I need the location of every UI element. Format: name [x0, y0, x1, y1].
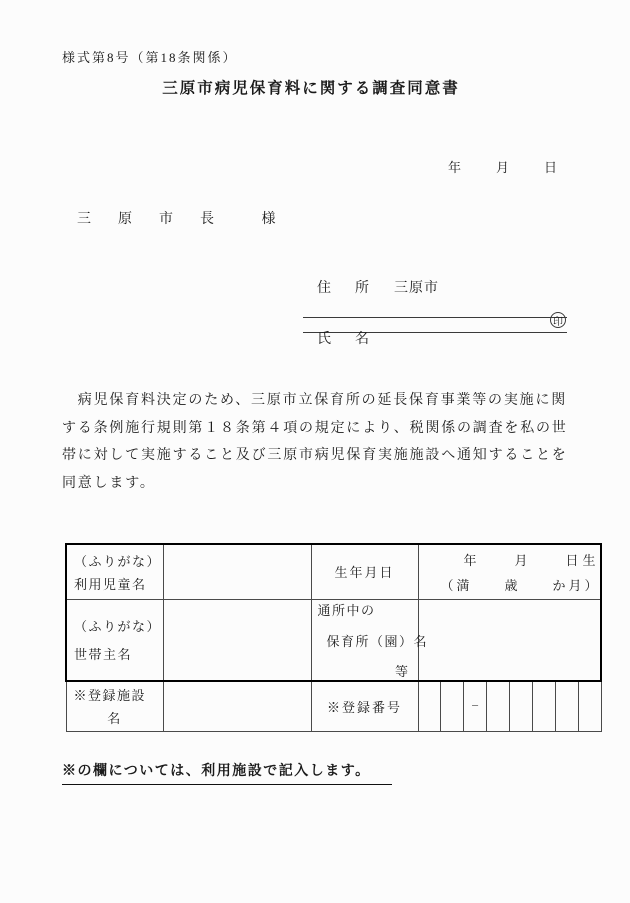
page-title: 三原市病児保育料に関する調査同意書 [162, 80, 460, 97]
householder-label: 世帯主名 [74, 647, 133, 662]
body-line: 病児保育料決定のため、三原市立保育所の延長保育事業等の実施に関 [62, 393, 568, 408]
registration-number-label: ※登録番号 [326, 699, 402, 715]
addressee: 三 原 市 長 様 [77, 212, 282, 227]
address-line [303, 261, 567, 318]
footer-note: ※の欄については、利用施設で記入します。 [62, 760, 392, 785]
householder-input-cell [163, 599, 311, 681]
date-placeholder: 年 月 日 [448, 160, 561, 175]
facility-input-cell [418, 599, 601, 681]
registered-facility-input-cell [163, 681, 311, 732]
registered-facility-header-cell [66, 681, 163, 732]
child-name-input-cell [163, 544, 311, 599]
facility-header-cell [311, 599, 429, 681]
facility-label-line1: 通所中の [317, 602, 376, 618]
registration-number-cell [418, 681, 441, 732]
birthdate-input-cell [418, 544, 601, 599]
registration-number-cell [555, 681, 578, 732]
seal-character: 印 [553, 316, 563, 328]
birthdate-header-cell [311, 544, 418, 599]
child-name-label: 利用児童名 [74, 576, 147, 592]
furigana-label: （ふりがな） [74, 553, 162, 569]
name-line [303, 312, 567, 347]
registration-number-cell [487, 681, 510, 732]
registration-number-cell [532, 681, 555, 732]
body-line: 帯に対して実施すること及び三原市病児保育実施施設へ通知することを [62, 448, 568, 463]
registration-number-cell [578, 681, 601, 732]
seal-mark-icon [550, 312, 566, 328]
body-line: 同意します。 [62, 475, 156, 491]
address-value: 三原市 [394, 281, 439, 296]
birthdate-label: 生年月日 [334, 565, 395, 581]
registration-number-separator: − [471, 698, 479, 714]
child-name-header-cell [66, 544, 163, 599]
birthdate-format-line2: （満 歳 か月） [440, 577, 601, 593]
form-table [65, 543, 602, 732]
consent-paragraph [62, 387, 571, 497]
body-line: する条例施行規則第１８条第４項の規定により、税関係の調査を私の世 [62, 420, 568, 436]
registered-facility-label-line2: 名 [107, 711, 122, 727]
facility-label-line3: 等 [394, 663, 410, 679]
registration-number-cell [510, 681, 533, 732]
address-label: 住 所 [317, 281, 374, 296]
furigana-label: （ふりがな） [74, 619, 162, 634]
registration-number-cell [441, 681, 464, 732]
birthdate-format-line1: 年 月 日生 [463, 552, 600, 568]
registration-number-cell [464, 681, 487, 732]
name-label: 氏 名 [317, 332, 374, 347]
householder-header-cell [66, 599, 163, 681]
registration-number-header-cell [311, 681, 418, 732]
registered-facility-label-line1: ※登録施設 [73, 688, 147, 704]
facility-label-line2: 保育所（園）名 [326, 633, 429, 649]
form-number: 様式第8号（第18条関係） [62, 50, 238, 65]
